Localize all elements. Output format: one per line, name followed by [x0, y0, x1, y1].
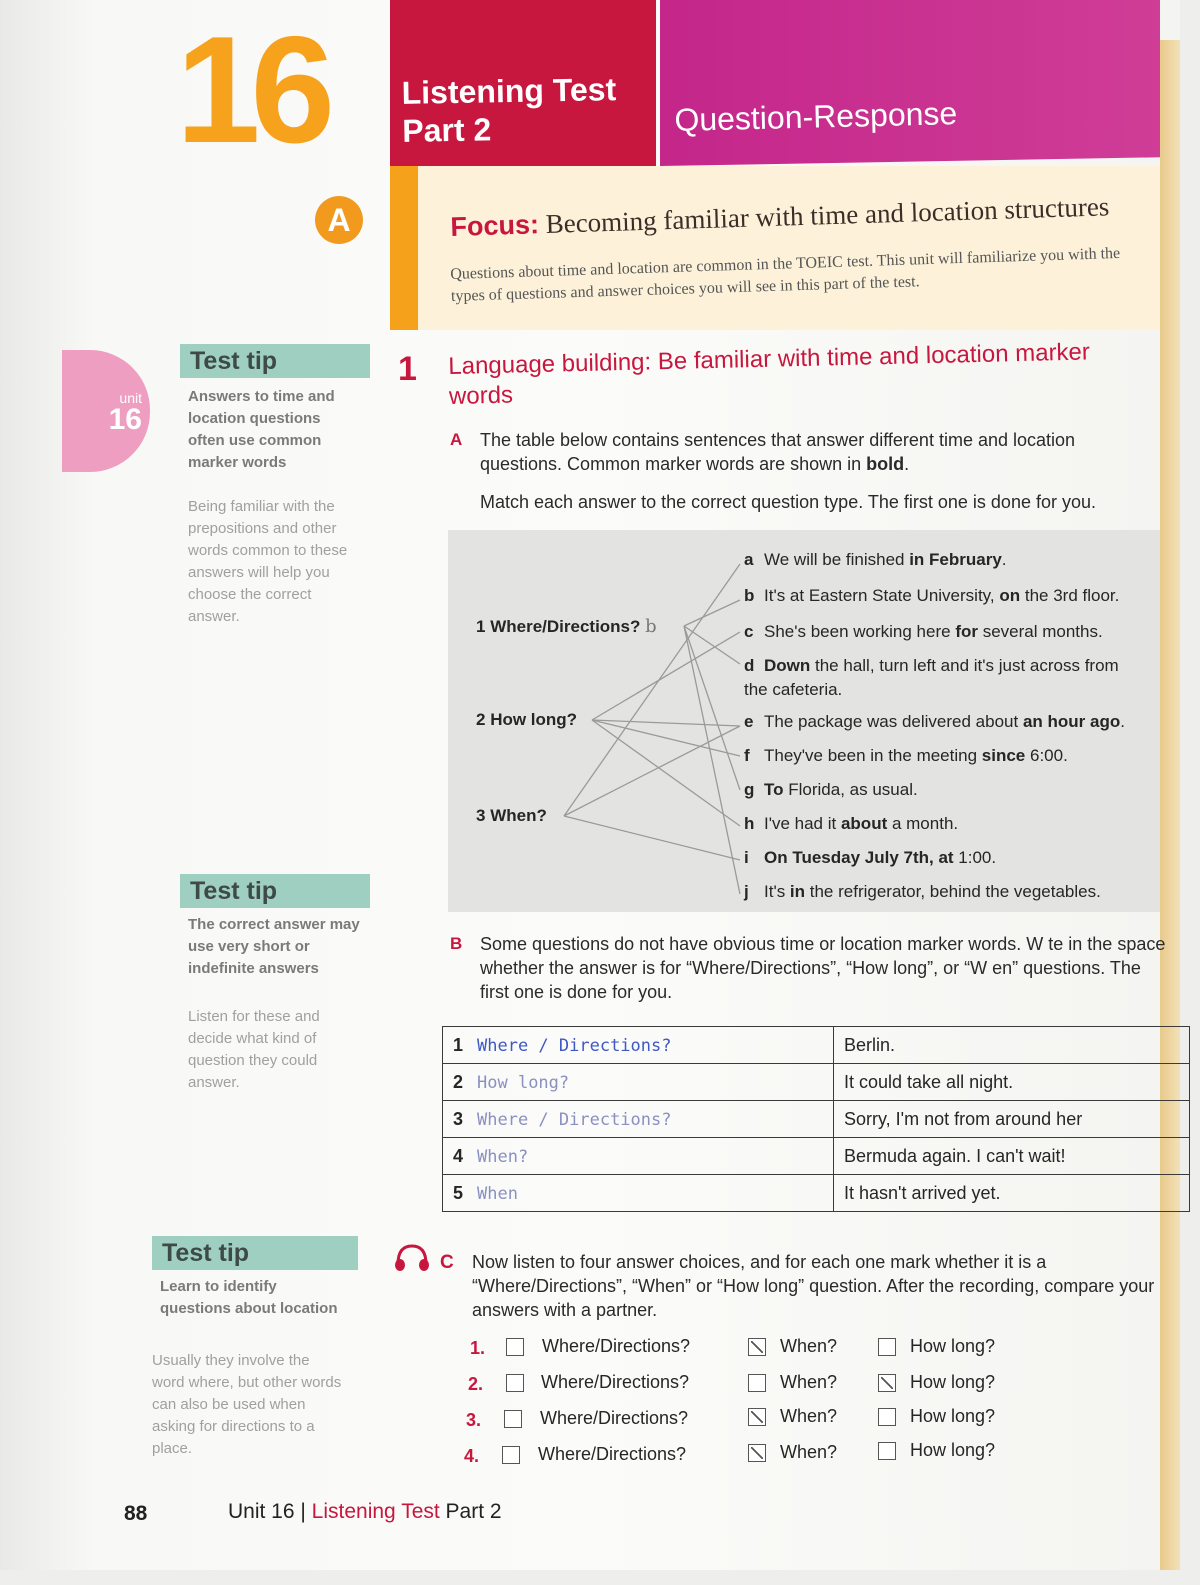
running-footer [228, 1500, 502, 1524]
question-number: 1 [476, 617, 486, 636]
option-label: Where/Directions? [538, 1444, 687, 1464]
table-row [443, 1138, 1190, 1175]
when-checkbox[interactable] [748, 1408, 766, 1426]
marker-word: in February [909, 550, 1002, 569]
answer-letter: c [744, 622, 754, 641]
answer-cell[interactable] [443, 1138, 834, 1175]
part-a-intro-bold: bold [866, 454, 905, 474]
question-type-item [476, 710, 577, 730]
question-label: How long? [490, 710, 578, 729]
answer-table [442, 1026, 1190, 1212]
where-checkbox[interactable] [506, 1374, 524, 1392]
part-a-instruction: Match each answer to the correct question type. The first one is done for you. [480, 492, 1096, 512]
question-label: Where/Directions? [490, 617, 641, 636]
answer-cell[interactable] [443, 1027, 834, 1064]
marker-word: since [981, 746, 1026, 765]
banner-subtitle-block [660, 0, 1160, 166]
headphones-icon [392, 1242, 432, 1272]
answer-text: . [1001, 550, 1007, 569]
answer-text: the 3rd floor. [1020, 586, 1120, 605]
answer-item [744, 812, 1164, 836]
option-label: How long? [910, 1336, 996, 1356]
handwritten-answer: When [477, 1183, 518, 1204]
row-number: 2 [453, 1071, 464, 1092]
handwritten-answer: How long? [477, 1072, 570, 1093]
answer-cell[interactable] [443, 1175, 834, 1212]
option-label: How long? [910, 1406, 996, 1426]
item-number: 1. [470, 1338, 486, 1358]
test-tip-heading: Test tip [180, 344, 370, 378]
unit-tab-number: 16 [108, 403, 142, 436]
table-row [443, 1027, 1190, 1064]
answer-letter: b [744, 586, 755, 605]
when-checkbox[interactable] [748, 1374, 766, 1392]
footer-unit: Unit 16 | [228, 1500, 312, 1523]
how-long-checkbox[interactable] [878, 1442, 896, 1460]
answer-text: 6:00. [1025, 746, 1068, 765]
item-number: 2. [468, 1374, 484, 1394]
banner-subtitle: Question-Response [674, 95, 958, 138]
test-tip-text: Usually they involve the word where, but other words can also be used when asking for directions to a place. [152, 1352, 342, 1457]
footer-part: Part 2 [439, 1500, 502, 1523]
focus-title-text: Becoming familiar with time and location structures [545, 191, 1110, 239]
part-b-letter: B [450, 934, 463, 953]
handwritten-answer: Where / Directions? [477, 1035, 672, 1056]
answer-item [744, 744, 1164, 768]
option-label: When? [780, 1406, 838, 1426]
marker-word: about [840, 814, 888, 833]
answer-item [744, 846, 1164, 870]
sentence-cell: Sorry, I'm not from around her [834, 1101, 1190, 1138]
table-row [443, 1101, 1190, 1138]
answer-text: It's [764, 882, 790, 901]
answer-letter: f [744, 746, 750, 765]
answer-letter: h [744, 814, 755, 833]
answer-item [744, 548, 1164, 572]
part-c-letter: C [440, 1252, 454, 1273]
where-checkbox[interactable] [506, 1338, 524, 1356]
row-number: 4 [453, 1145, 464, 1166]
how-long-checkbox[interactable] [878, 1408, 896, 1426]
question-number: 3 [476, 806, 486, 825]
marker-word: On Tuesday July 7th, at [764, 848, 954, 867]
focus-accent-bar [390, 166, 418, 330]
answer-text: the hall, turn left and it's just across from the cafeteria. [744, 656, 1119, 699]
focus-description: Questions about time and location are common in the TOEIC test. This unit will familiarize you with the types of questions and answer choices you will see in this part of the test. [450, 244, 1121, 305]
handwritten-answer: Where / Directions? [477, 1109, 672, 1130]
marker-word: on [999, 586, 1021, 605]
answer-text: Florida, as usual. [783, 780, 918, 799]
part-c-instruction: Now listen to four answer choices, and for each one mark whether it is a “Where/Directions”, “When” or “How long” question. After the recording, compare your answers with a partner. [472, 1252, 1155, 1320]
option-label: Where/Directions? [540, 1408, 689, 1428]
unit-tab [62, 350, 150, 472]
row-number: 3 [453, 1108, 464, 1129]
question-type-item [476, 806, 547, 826]
option-label: When? [780, 1372, 838, 1392]
part-a-intro-end: . [904, 454, 910, 474]
part-b-instruction: Some questions do not have obvious time or location marker words. W te in the space whether the answer is for “Where/Directions”, “How long”, or “W en” questions. The first one is done for you. [480, 934, 1166, 1002]
table-row [443, 1064, 1190, 1101]
question-number: 2 [476, 710, 486, 729]
part-a-letter: A [450, 430, 463, 449]
answer-item [744, 710, 1164, 734]
answer-text: . [1120, 712, 1125, 731]
how-long-checkbox[interactable] [878, 1374, 896, 1392]
banner-title-line2: Part 2 [402, 111, 492, 149]
answer-text: I've had it [764, 814, 841, 833]
answer-item [744, 880, 1164, 904]
answer-letter: j [744, 882, 749, 901]
when-checkbox[interactable] [748, 1338, 766, 1356]
answer-text: several months. [977, 622, 1103, 641]
how-long-checkbox[interactable] [878, 1338, 896, 1356]
answer-text: the refrigerator, behind the vegetables. [805, 882, 1101, 901]
section-title: Language building: Be familiar with time and location marker words [448, 338, 1091, 410]
page-edge [1160, 40, 1180, 1570]
answer-text: They've been in the meeting [764, 746, 982, 765]
answer-text: She's been working here [764, 622, 956, 641]
sentence-cell: Bermuda again. I can't wait! [834, 1138, 1190, 1175]
sentence-cell: It hasn't arrived yet. [834, 1175, 1190, 1212]
item-number: 4. [464, 1446, 480, 1466]
banner-title-line1: Listening Test [401, 71, 617, 111]
table-row [443, 1175, 1190, 1212]
focus-label: Focus: [450, 209, 540, 242]
option-label: How long? [910, 1372, 996, 1392]
where-checkbox[interactable] [502, 1446, 520, 1464]
answer-text: The package was delivered about [764, 712, 1023, 731]
test-tip-text: Being familiar with the prepositions and other words common to these answers will help you choose the correct answer. [188, 498, 348, 625]
question-type-item [476, 616, 657, 637]
answer-letter: a [744, 550, 754, 569]
answer-text: It's at Eastern State University, [764, 586, 1000, 605]
marker-word: an hour ago [1022, 712, 1121, 731]
answer-letter: i [744, 848, 749, 867]
answer-item [744, 654, 1144, 702]
row-number: 5 [453, 1182, 464, 1203]
footer-section: Listening Test [311, 1500, 440, 1523]
row-number: 1 [453, 1034, 464, 1055]
answer-letter: e [744, 712, 754, 731]
handwritten-answer: b [645, 616, 657, 637]
handwritten-answer: When? [477, 1146, 529, 1167]
answer-text: 1:00. [953, 848, 997, 867]
test-tip-summary: Learn to identify questions about location [160, 1278, 338, 1317]
answer-letter: g [744, 780, 755, 799]
answer-cell[interactable] [443, 1101, 834, 1138]
option-label: When? [780, 1442, 838, 1462]
answer-text: We will be finished [764, 550, 910, 569]
marker-word: Down [764, 656, 811, 675]
banner-title [401, 70, 617, 150]
section-number: 1 [398, 350, 417, 388]
section-letter-badge: A [315, 196, 363, 244]
marker-word: in [789, 882, 806, 901]
option-label: How long? [910, 1440, 996, 1460]
test-tip-summary: The correct answer may use very short or indefinite answers [188, 916, 360, 977]
test-tip-text: Listen for these and decide what kind of question they could answer. [188, 1008, 320, 1091]
where-checkbox[interactable] [504, 1410, 522, 1428]
test-tip-summary: Answers to time and location questions often use common marker words [188, 388, 335, 471]
sentence-cell: Berlin. [834, 1027, 1190, 1064]
when-checkbox[interactable] [748, 1444, 766, 1462]
answer-text: a month. [887, 814, 959, 833]
part-a-intro-start: The table below contains sentences that answer different time and location questions. Common marker words are shown in [480, 430, 1076, 474]
page-number: 88 [124, 1502, 148, 1525]
answer-item [744, 584, 1164, 608]
answer-item [744, 778, 1164, 802]
sentence-cell: It could take all night. [834, 1064, 1190, 1101]
option-label: When? [780, 1336, 838, 1356]
unit-tab-label: unit [119, 390, 142, 406]
question-label: When? [490, 806, 547, 825]
unit-number: 16 [176, 5, 326, 175]
option-label: Where/Directions? [541, 1372, 690, 1392]
answer-cell[interactable] [443, 1064, 834, 1101]
part-a-intro [480, 428, 1140, 476]
test-tip-heading: Test tip [180, 874, 370, 908]
marker-word: for [955, 622, 978, 641]
answer-item [744, 620, 1164, 644]
answer-letter: d [744, 656, 755, 675]
marker-word: To [764, 780, 784, 799]
item-number: 3. [466, 1410, 482, 1430]
test-tip-heading: Test tip [152, 1236, 358, 1270]
option-label: Where/Directions? [542, 1336, 691, 1356]
